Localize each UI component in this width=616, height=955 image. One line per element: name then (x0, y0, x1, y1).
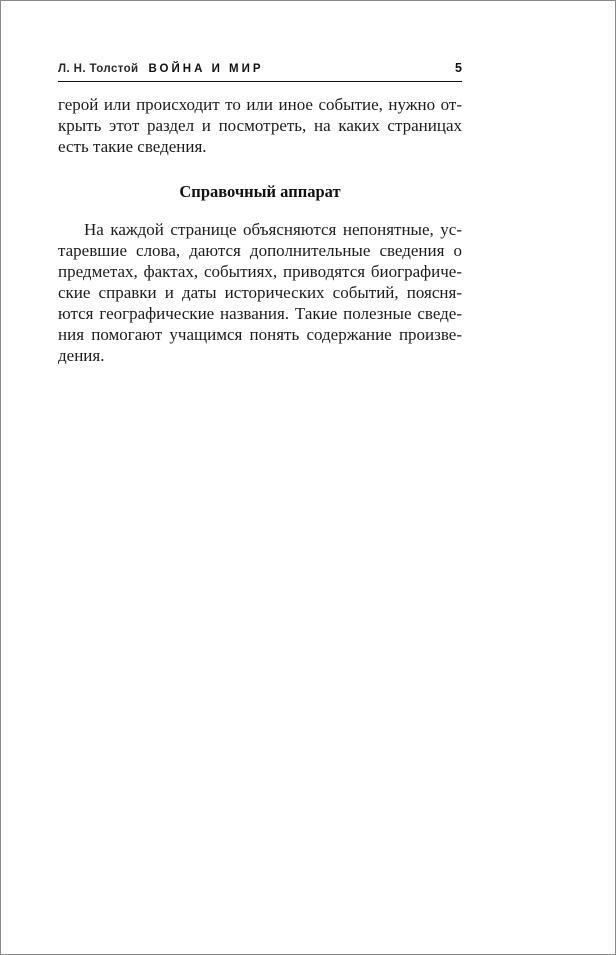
page-number: 5 (455, 61, 462, 75)
section-heading: Справочный аппарат (179, 182, 341, 201)
paragraph-continuation (58, 94, 462, 157)
body-line: ются географические названия. Такие полезные сведе- (58, 304, 462, 323)
body-line: предметах, фактах, событиях, приводятся биографиче- (58, 262, 462, 281)
body-line: есть такие сведения. (58, 137, 207, 156)
body-line: дения. (58, 346, 105, 365)
body-line: На каждой странице объясняются непонятные, ус- (84, 220, 462, 239)
book-title: ВОЙНА И МИР (148, 63, 264, 75)
body-line: ские справки и даты исторических событий, поясня- (58, 283, 462, 302)
page-content (58, 61, 462, 366)
body-line: крыть этот раздел и посмотреть, на каких страницах (58, 116, 462, 135)
body-line: герой или происходит то или иное событие, нужно от- (58, 95, 462, 114)
body-line: таревшие слова, даются дополнительные сведения о (58, 241, 462, 260)
body-line: ния помогают учащимся понять содержание произве- (58, 325, 462, 344)
author-name: Л. Н. Толстой (58, 63, 139, 75)
running-head-left (58, 63, 264, 75)
paragraph-reference-apparatus (58, 219, 462, 366)
running-head (58, 61, 462, 82)
